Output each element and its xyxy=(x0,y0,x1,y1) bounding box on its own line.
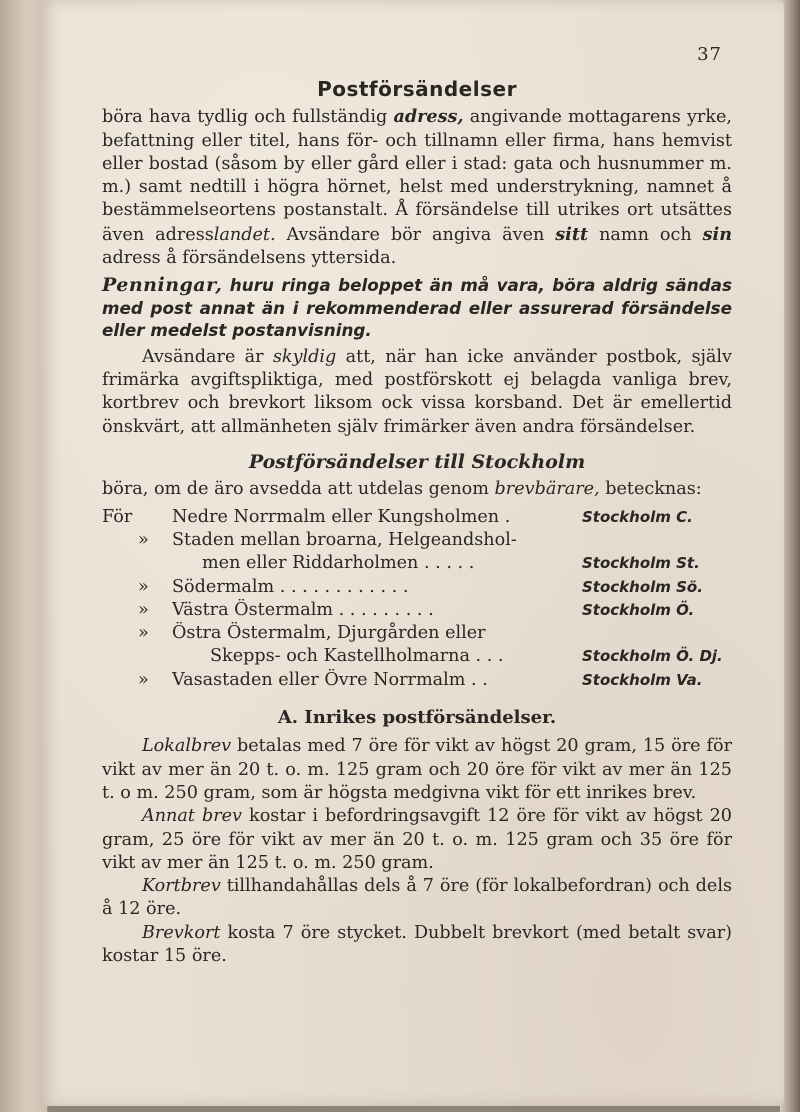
postal-code: Stockholm Sö. xyxy=(582,577,703,596)
district-name: Vasastaden eller Övre Norrmalm . . xyxy=(172,669,488,690)
district-name: Södermalm . . . . . . . . . . . . xyxy=(172,576,409,597)
kortbrev-paragraph xyxy=(102,875,732,922)
stockholm-subtitle: Postförsändelser till Stockholm xyxy=(248,451,586,474)
address-row xyxy=(102,506,732,529)
emphasis-annat-brev: Annat brev xyxy=(142,806,242,827)
text-run: kostar i befordringsavgift 12 öre för vikt av högst 20 gram, 25 öre för vikt av mer än 20 t. o. m. 125 gram och 35 öre för vikt av mer än 125 t. o. m. 250 gram. xyxy=(102,806,733,873)
row-marker: » xyxy=(138,623,149,644)
address-row xyxy=(102,645,732,668)
row-marker: » xyxy=(138,529,149,550)
address-row xyxy=(102,669,732,692)
page-title: Postförsändelser xyxy=(317,77,517,101)
address-paragraph xyxy=(102,105,732,270)
warning-lead: Penningar, xyxy=(102,274,223,297)
district-name: Skepps- och Kastellholmarna . . . xyxy=(210,646,504,667)
brevkort-paragraph xyxy=(102,922,732,969)
text-run: böra, om de äro avsedda att utdelas genom xyxy=(102,479,495,500)
money-warning xyxy=(102,274,732,342)
row-marker: » xyxy=(138,576,149,597)
stockholm-lead xyxy=(102,478,732,501)
emphasis-kortbrev: Kortbrev xyxy=(142,876,221,897)
annat-brev-paragraph xyxy=(102,805,732,875)
text-run: namn och xyxy=(588,224,703,245)
text-run: kosta 7 öre stycket. Dubbelt brevkort (med betalt svar) kostar 15 öre. xyxy=(102,922,732,966)
text-run: att, när han icke använder postbok, själv frimärka avgiftspliktiga, med postförskott ej belagda vanliga brev, kortbrev och brevkort liksom ock vissa korsband. Det är emellertid önskvärt, att allmänheten själv frimärker även andra försändelser. xyxy=(102,346,732,437)
text-run: Avsändare är xyxy=(142,346,273,367)
text-run: Avsändare bör angiva även xyxy=(275,224,556,245)
emphasis-adress: adress, xyxy=(393,106,464,128)
stockholm-address-table xyxy=(102,506,732,692)
emphasis-landet: landet. xyxy=(213,224,276,245)
district-name: Västra Östermalm . . . . . . . . . xyxy=(172,599,434,620)
emphasis-sin: sin xyxy=(702,223,732,245)
postal-code: Stockholm St. xyxy=(582,554,700,573)
book-page xyxy=(40,0,784,1106)
text-run: tillhandahållas dels å 7 öre (för lokalbefordran) och dels å 12 öre. xyxy=(102,876,732,920)
emphasis-brevkort: Brevkort xyxy=(142,922,221,943)
row-marker: » xyxy=(138,669,149,690)
emphasis-sitt: sitt xyxy=(555,223,589,245)
text-run: angivande mottagarens yrke, befattning eller titel, hans för- och tillnamn eller firma, hans hemvist eller bostad (såsom by eller gård eller i stad: gata och husnummer m. m.) samt nedtill i högra hörnet, helst med understrykning, namnet å bestämmelseortens postanstalt. Å försändelse till utrikes ort utsättes även adress xyxy=(102,107,732,245)
row-marker: » xyxy=(138,599,149,620)
address-row xyxy=(102,622,732,645)
postal-code: Stockholm C. xyxy=(582,507,693,526)
lokalbrev-paragraph xyxy=(102,735,732,805)
emphasis-skyldig: skyldig xyxy=(272,346,337,367)
row-marker: För xyxy=(102,506,133,527)
address-row xyxy=(102,529,732,552)
text-run: böra hava tydlig och fullständig xyxy=(102,107,394,128)
obligation-paragraph xyxy=(102,346,732,439)
district-name: Nedre Norrmalm eller Kungsholmen . xyxy=(172,506,511,527)
postal-code: Stockholm Ö. Dj. xyxy=(582,647,723,666)
emphasis-lokalbrev: Lokalbrev xyxy=(142,736,232,757)
text-run: betalas med 7 öre för vikt av högst 20 gram, 15 öre för vikt av mer än 20 t. o. m. 125 gram och 20 öre för vikt av mer än 125 t. o m. 250 gram, som är högsta medgivna vikt för ett inrikes brev. xyxy=(102,736,732,803)
emphasis-brevbarare: brevbärare, xyxy=(494,479,600,500)
district-name: Östra Östermalm, Djurgården eller xyxy=(172,623,486,644)
address-row xyxy=(102,599,732,622)
postal-code: Stockholm Va. xyxy=(582,670,703,689)
section-heading: A. Inrikes postförsändelser. xyxy=(277,707,557,729)
text-run: betecknas: xyxy=(599,479,702,500)
address-row xyxy=(102,576,732,599)
district-name: Staden mellan broarna, Helgeandshol- xyxy=(172,529,517,550)
page-number: 37 xyxy=(697,44,722,65)
warning-text: huru ringa beloppet än må vara, böra aldrig sändas med post annat än i rekommenderad eller assurerad försändelse eller medelst postanvisning. xyxy=(102,275,732,341)
district-name: men eller Riddarholmen . . . . . xyxy=(202,553,475,574)
page-content xyxy=(102,78,732,968)
postal-code: Stockholm Ö. xyxy=(582,600,695,619)
address-row xyxy=(102,552,732,575)
text-run: adress å försändelsens yttersida. xyxy=(102,248,397,269)
